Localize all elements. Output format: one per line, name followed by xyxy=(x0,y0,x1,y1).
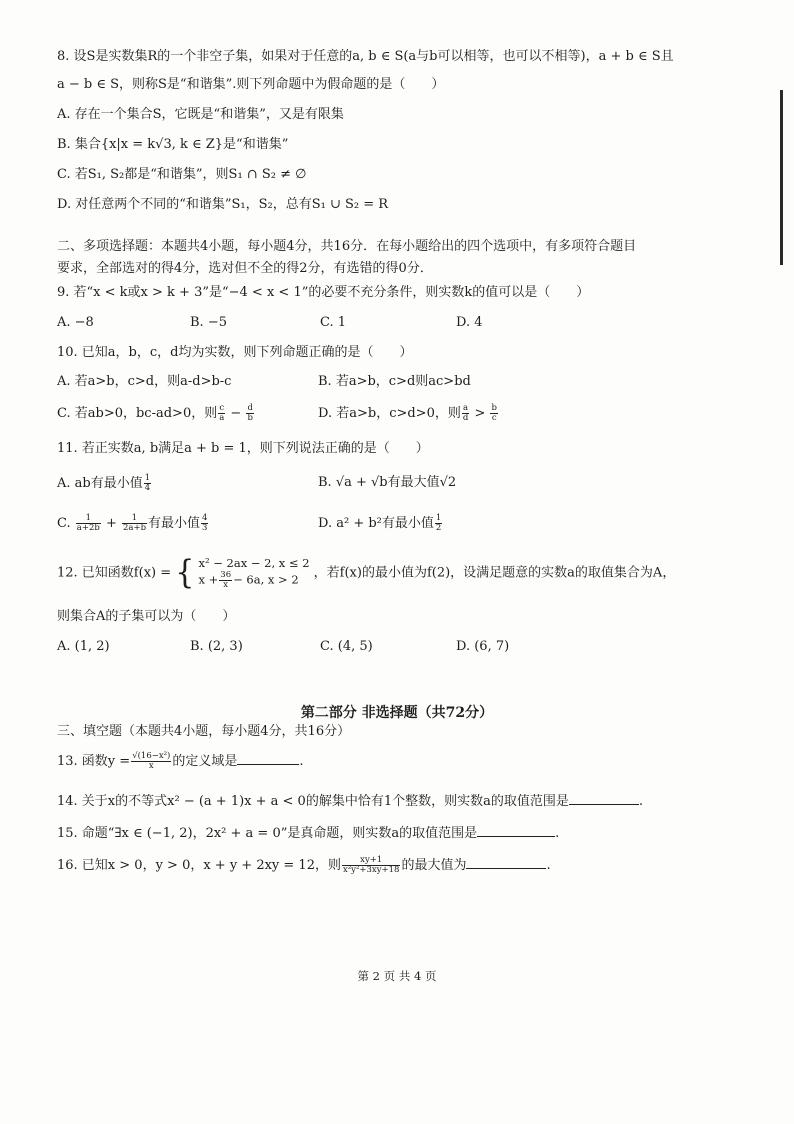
q8-option-b: B. 集合{x|x = k√3, k ∈ Z}是“和谐集” xyxy=(57,137,289,152)
q9-option-b: B. −5 xyxy=(190,315,227,330)
q11-stem: 11. 若正实数a, b满足a + b = 1，则下列说法正确的是（ ） xyxy=(57,441,429,456)
section2-header-line1: 二、多项选择题：本题共4小题，每小题4分，共16分．在每小题给出的四个选项中，有多项符合题目 xyxy=(57,239,637,254)
q8-stem-line1: 8. 设S是实数集R的一个非空子集，如果对于任意的a, b ∈ S(a与b可以相等，也可以不相等)，a + b ∈ S且 xyxy=(57,49,674,64)
q12-option-d: D. (6, 7) xyxy=(456,639,510,654)
q13-answer-blank[interactable] xyxy=(237,752,299,765)
q13-text: 13. 函数y = $\frac{\text{√(16−x²)}}{x}$ 的定义域是 . xyxy=(57,751,304,771)
q12-option-b: B. (2, 3) xyxy=(190,639,243,654)
q8-option-d: D. 对任意两个不同的“和谐集”S₁，S₂，总有S₁ ∪ S₂ = R xyxy=(57,197,389,212)
part2-title: 第二部分 非选择题（共72分） xyxy=(300,705,494,721)
q11-option-a: A. ab有最小值 $\frac{1}{4}$ xyxy=(57,473,151,493)
q11-option-c: C. $\frac{1}{a+2b}$ + $\frac{1}{2a+b}$ 有最小值 $\frac{4}{3}$ xyxy=(57,513,208,533)
q10-option-c: C. 若ab>0，bc-ad>0，则 $\frac{c}{a}$ − $\frac{d}{b}$ xyxy=(57,403,253,423)
q16-text: 16. 已知x > 0，y > 0，x + y + 2xy = 12，则 $\frac{xy+1}{\text{x²y²+3xy+18}}$ 的最大值为 . xyxy=(57,855,551,875)
q12-stem-line2: 则集合A的子集可以为（ ） xyxy=(57,609,236,624)
q11-option-d: D. a² + b²有最小值 $\frac{1}{2}$ xyxy=(318,513,442,533)
q8-stem-line2: a − b ∈ S，则称S是“和谐集”.则下列命题中为假命题的是（ ） xyxy=(57,77,445,92)
q8-option-c: C. 若S₁, S₂都是“和谐集”，则S₁ ∩ S₂ ≠ ∅ xyxy=(57,167,307,182)
q12-stem: 12. 已知函数f(x) = { x² − 2ax − 2, x ≤ 2 x + $\frac{36}{x}$ − 6a, x > 2 ，若f(x)的最小值为f(2)，设满足题意的实数a的取值集合为A， xyxy=(57,553,676,592)
q10-stem: 10. 已知a，b，c，d均为实数，则下列命题正确的是（ ） xyxy=(57,345,413,360)
q12-piecewise: x² − 2ax − 2, x ≤ 2 x + $\frac{36}{x}$ − 6a, x > 2 xyxy=(198,556,310,590)
q12-option-a: A. (1, 2) xyxy=(57,639,110,654)
section2-header-line2: 要求，全部选对的得4分，选对但不全的得2分，有选错的得0分． xyxy=(57,261,433,276)
q9-option-a: A. −8 xyxy=(57,315,94,330)
q8-option-a: A. 存在一个集合S，它既是“和谐集”，又是有限集 xyxy=(57,107,344,122)
q12-brace: { xyxy=(175,553,195,592)
q9-option-d: D. 4 xyxy=(456,315,483,330)
q11-option-b: B. √a + √b有最大值√2 xyxy=(318,475,457,490)
q14-answer-blank[interactable] xyxy=(569,792,639,805)
q10-option-d: D. 若a>b，c>d>0，则 $\frac{a}{d}$ > $\frac{b}{c}$ xyxy=(318,403,497,423)
page-footer: 第 2 页 共 4 页 xyxy=(357,969,437,983)
q10-option-a: A. 若a>b，c>d，则a-d>b-c xyxy=(57,374,232,389)
q12-option-c: C. (4, 5) xyxy=(320,639,373,654)
section3-header: 三、填空题（本题共4小题，每小题4分，共16分） xyxy=(57,724,351,739)
q9-stem: 9. 若“x < k或x > k + 3”是“−4 < x < 1”的必要不充分条件，则实数k的值可以是（ ） xyxy=(57,285,590,300)
q15-text: 15. 命题“∃x ∈ (−1, 2)，2x² + a = 0”是真命题，则实数a的取值范围是 . xyxy=(57,826,560,841)
q14-text: 14. 关于x的不等式x² − (a + 1)x + a < 0的解集中恰有1个整数，则实数a的取值范围是 . xyxy=(57,794,643,809)
q15-answer-blank[interactable] xyxy=(477,824,555,837)
scan-edge-mark xyxy=(780,90,783,265)
q16-answer-blank[interactable] xyxy=(466,856,546,869)
q10-option-b: B. 若a>b，c>d则ac>bd xyxy=(318,374,471,389)
q9-option-c: C. 1 xyxy=(320,315,347,330)
